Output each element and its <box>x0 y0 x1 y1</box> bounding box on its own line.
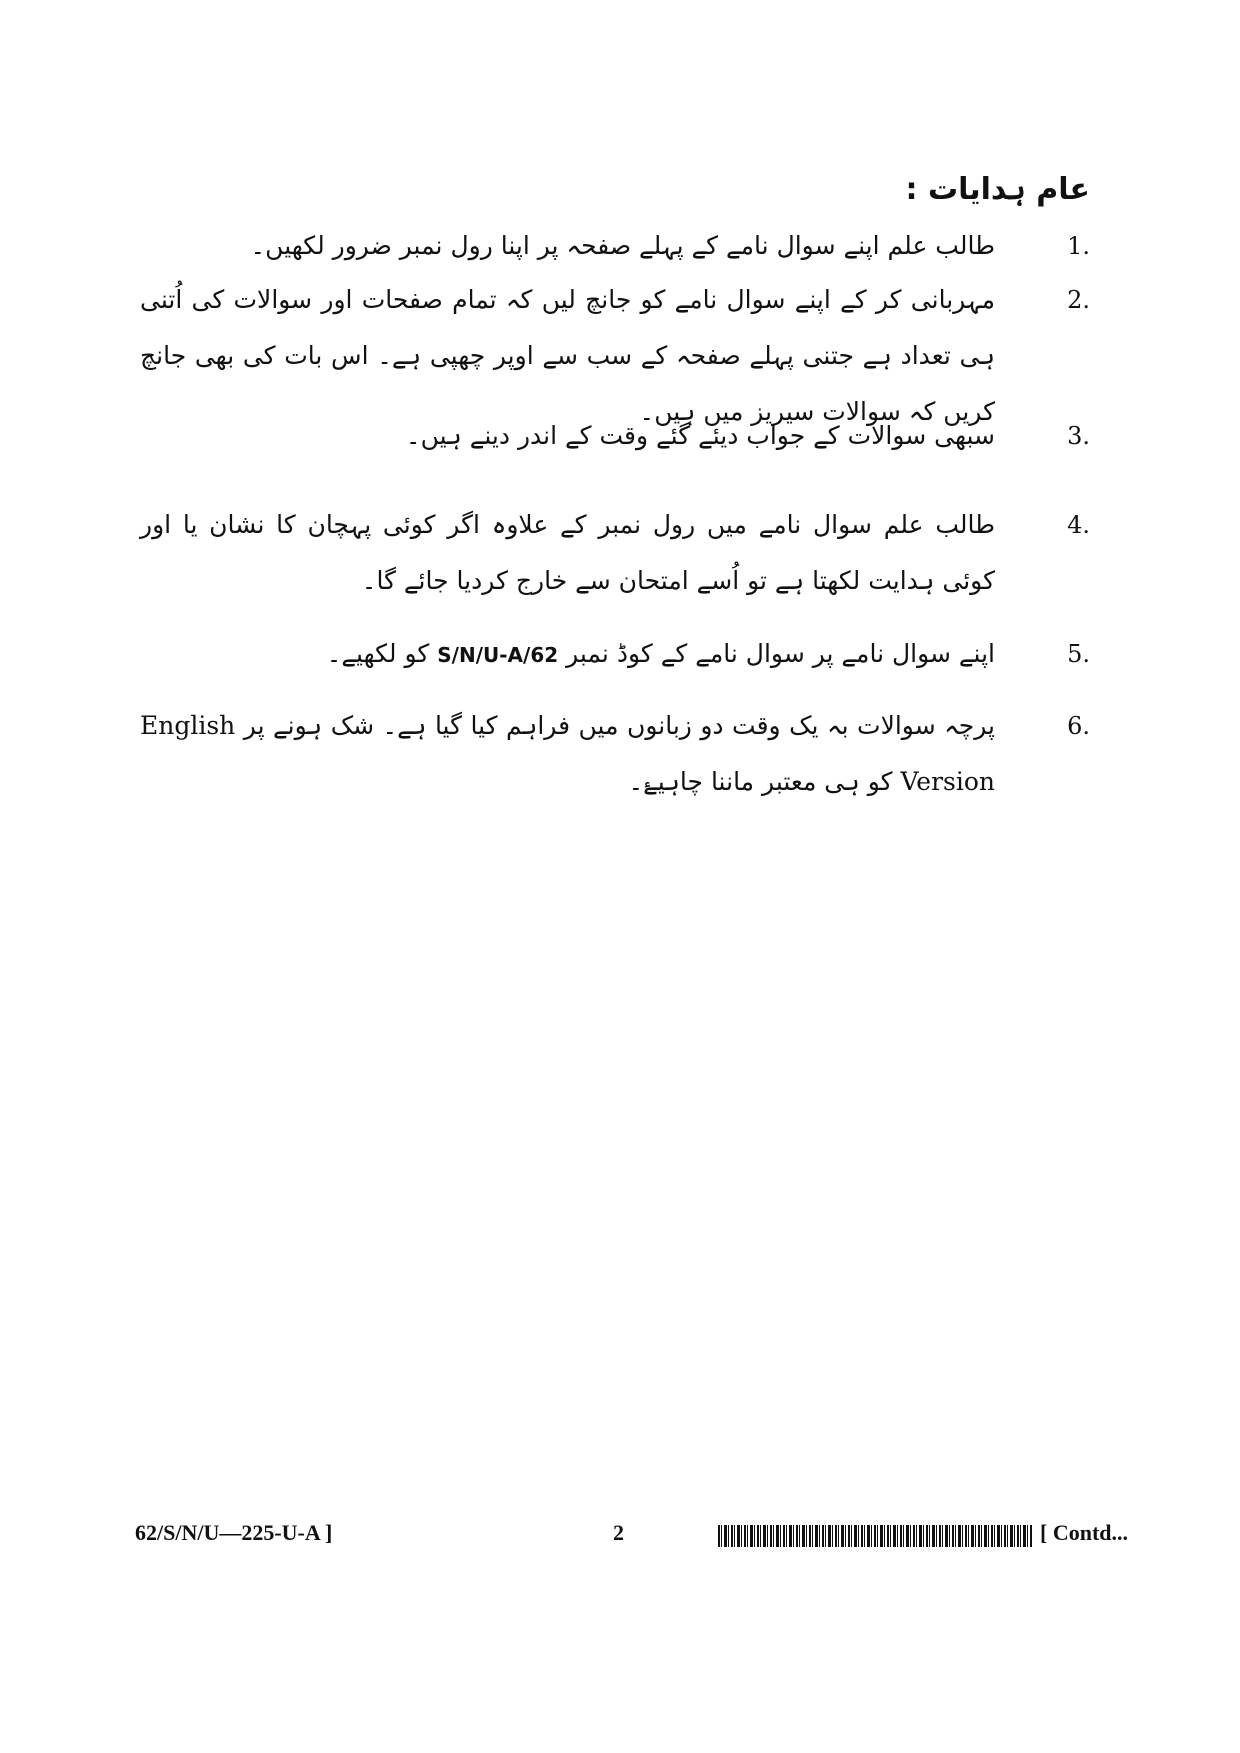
page-number: 2 <box>613 1520 624 1545</box>
instruction-number: 2. <box>1067 286 1090 314</box>
footer-paper-code: 62/S/N/U—225-U-A ] <box>135 1520 333 1545</box>
instruction-text: طالب علم اپنے سوال نامے کے پہلے صفحہ پر اپنا رول نمبر ضرور لکھیں۔ <box>250 231 995 260</box>
instruction-item-6 <box>140 698 1090 810</box>
instruction-text <box>140 626 995 683</box>
barcode <box>718 1525 1033 1547</box>
instructions-heading: عام ہدایات : <box>905 172 1090 207</box>
instruction-text: مہربانی کر کے اپنے سوال نامے کو جانچ لیں کہ تمام صفحات اور سوالات کی اُتنی ہی تعداد ہے جتنی پہلے صفحہ کے سب سے اوپر چھپی ہے۔ اس بات کی بھی جانچ کریں کہ سوالات سیریز میں ہیں۔ <box>140 285 995 426</box>
instruction-number: 3. <box>1067 422 1090 450</box>
instruction-text-part: کو ہی معتبر ماننا چاہیۓ۔ <box>628 767 893 796</box>
instruction-text: سبھی سوالات کے جواب دیئے گئے وقت کے اندر دینے ہیں۔ <box>405 421 995 450</box>
instruction-text <box>140 698 995 810</box>
instruction-item-1 <box>140 218 1090 274</box>
english-version-label: English Version <box>140 711 995 796</box>
instruction-item-5 <box>140 626 1090 683</box>
instruction-item-4 <box>140 497 1090 609</box>
instruction-number: 4. <box>1067 511 1090 539</box>
instruction-text-part: پرچہ سوالات بہ یک وقت دو زبانوں میں فراہم کیا گیا ہے۔ شک ہونے پر <box>243 711 995 740</box>
instruction-text: طالب علم سوال نامے میں رول نمبر کے علاوہ اگر کوئی پہچان کا نشان یا اور کوئی ہدایت لکھتا ہے تو اُسے امتحان سے خارج کردیا جائے گا۔ <box>140 510 995 595</box>
instruction-item-3 <box>140 408 1090 464</box>
question-paper-code: 62/S/N/U-A <box>437 643 559 667</box>
instruction-text-part: اپنے سوال نامے پر سوال نامے کے کوڈ نمبر <box>566 639 995 668</box>
instruction-number: 1. <box>1067 232 1090 260</box>
continued-label: [ Contd... <box>1040 1520 1129 1545</box>
instruction-number: 6. <box>1067 712 1090 740</box>
instruction-text-part: کو لکھیے۔ <box>326 639 430 668</box>
instruction-number: 5. <box>1067 640 1090 668</box>
